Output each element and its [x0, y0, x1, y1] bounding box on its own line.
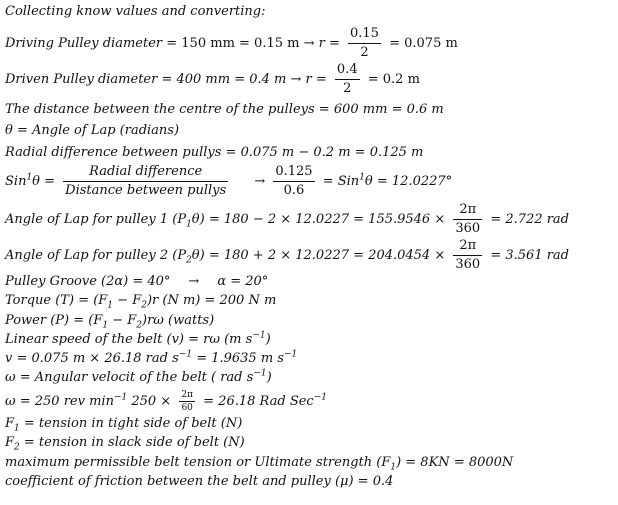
numeric-ratio-fraction: $\frac{0.125}{0.6}$ — [275, 164, 313, 198]
ultimate-strength-line: maximum permissible belt tension or Ultimate strength $(F_1) = 8KN = 8000N$ — [5, 455, 514, 473]
radius-fraction-2: $\frac{0.4}{2}$ — [336, 62, 358, 96]
f1-definition: $F_1$ = tension in tight side of belt (N) — [5, 416, 243, 434]
power-line: Power $(P) = (F_1 - F_2)r\omega$ (watts) — [5, 313, 215, 331]
friction-coefficient-line: coefficient of friction between the belt and pulley (μ) = 0.4 — [5, 474, 394, 489]
torque-line: Torque $(T) = (F_1 - F_2)r$ (N m) = 200 N m — [5, 293, 277, 311]
heading: Collecting know values and converting: — [5, 4, 266, 19]
driving-pulley-line: Driving Pulley diameter = 150 mm = 0.15 m → r = $\frac{0.15}{2}$ = 0.075 m — [5, 26, 458, 60]
radial-difference-line: Radial difference between pullys = 0.075 m − 0.2 m = 0.125 m — [5, 145, 424, 160]
linear-speed-line: Linear speed of the belt (v) = rω (m $s^{-1}$) — [5, 330, 271, 347]
theta-definition: θ = Angle of Lap (radians) — [5, 123, 180, 138]
angular-velocity-line: ω = Angular velocit of the belt ( rad $s^{-1}$) — [5, 368, 272, 385]
radius-fraction: $\frac{0.15}{2}$ — [350, 26, 379, 60]
sin-theta-line: Sin$^1$θ = $\frac{\text{Radial difference}}{\text{Distance between pullys}}$ → $\frac{0.125}{0.6}$ = Sin$^1$θ = 12.0227° — [5, 164, 453, 198]
driven-pulley-line: Driven Pulley diameter = 400 mm = 0.4 m → r = $\frac{0.4}{2}$ = 0.2 m — [5, 62, 420, 96]
sin-ratio-fraction: $\frac{\text{Radial difference}}{\text{Distance between pullys}}$ — [65, 164, 227, 198]
velocity-calc-line: v = 0.075 m × 26.18 rad $s^{-1} = 1.9635$ m $s^{-1}$ — [5, 349, 298, 366]
pulley-groove-line: Pulley Groove (2α) = 40° → α = 20° — [5, 274, 269, 289]
omega-calc-line: ω = 250 rev $\min^{-1} 250$ × $\frac{2\pi}{60}$ = 26.18 Rad Sec$^{-1}$ — [5, 390, 327, 413]
lap-angle-pulley-2: Angle of Lap for pulley 2 $(P_2\theta) = 180 + 2 \times 12.0227 = 204.0454$ × $\frac{2\pi}{360}$ = 3.561 rad — [5, 238, 570, 272]
lap-angle-pulley-1: Angle of Lap for pulley 1 $(P_1\theta) = 180 - 2 \times 12.0227 = 155.9546$ × $\frac{2\pi}{360}$ = 2.722 rad — [5, 202, 570, 236]
distance-line: The distance between the centre of the pulleys = 600 mm = 0.6 m — [5, 102, 444, 117]
f2-definition: $F_2$ = tension in slack side of belt (N) — [5, 435, 245, 453]
